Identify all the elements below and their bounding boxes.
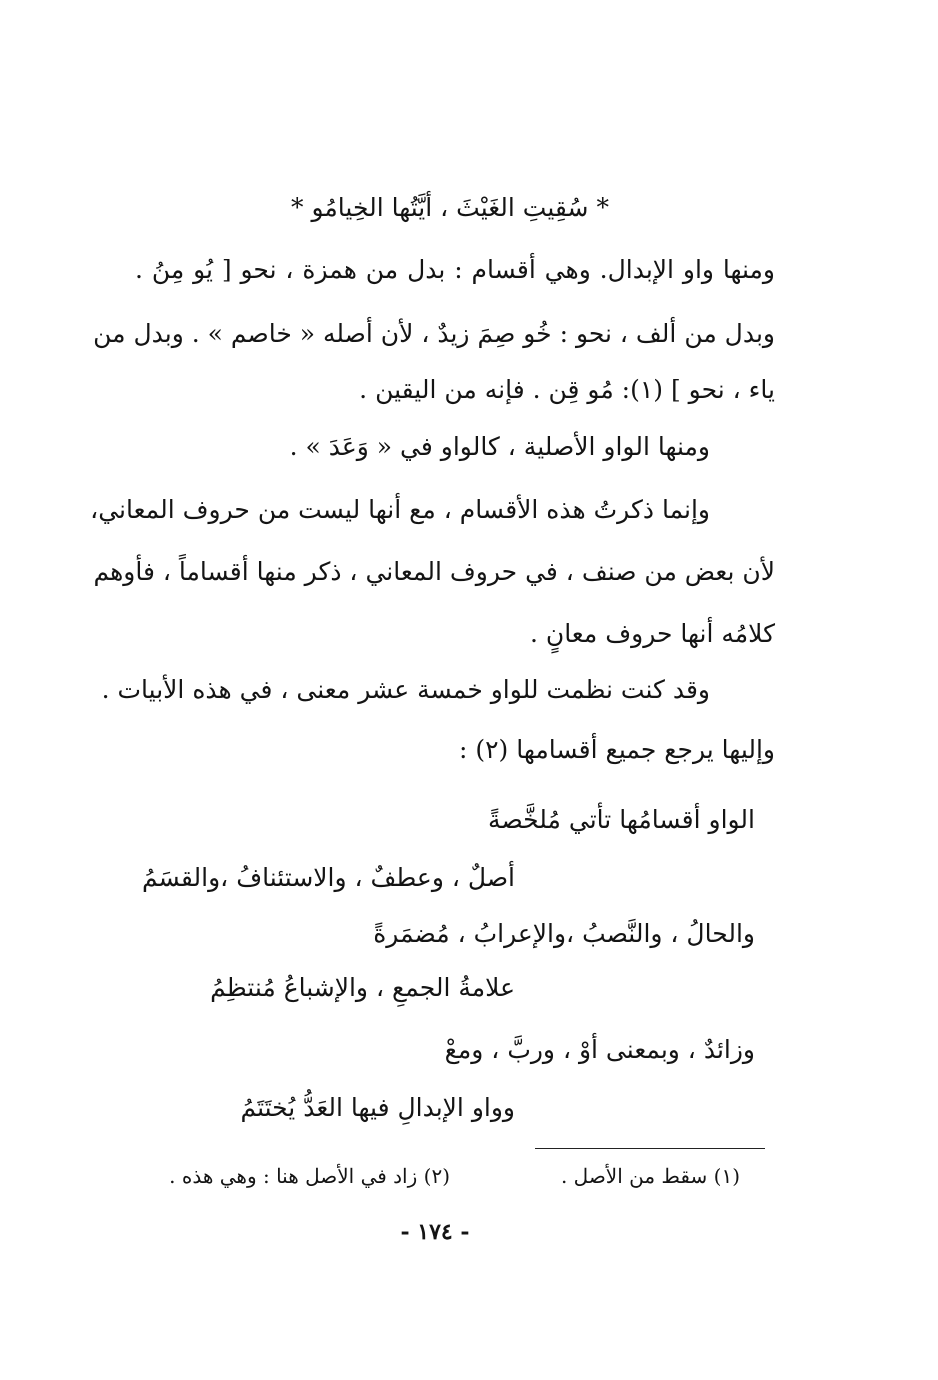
poem-line4: علامةُ الجمعِ ، والإشباعُ مُنتظِمُ [210,973,515,1002]
paragraph1-line2: وبدل من ألف ، نحو : خُو صِمَ زيدٌ ، لأن أصله « خاصم » . وبدل من [93,319,775,348]
paragraph3-line1: وإنما ذكرتُ هذه الأقسام ، مع أنها ليست من حروف المعاني، [90,495,710,524]
footnote-rule [535,1148,765,1149]
poem-line1: الواو أقسامُها تأتي مُلخَّصةً [488,805,755,834]
paragraph1-line3: ياء ، نحو ] (١): مُو قِن . فإنه من اليقين . [359,375,775,404]
paragraph3-line2: لأن بعض من صنف ، في حروف المعاني ، ذكر منها أقساماً ، فأوهم [93,557,775,586]
paragraph4-line2: وإليها يرجع جميع أقسامها (٢) : [458,735,775,764]
paragraph2: ومنها الواو الأصلية ، كالواو في « وَعَدَ » . [289,432,710,461]
verse-quote: * سُقِيتِ الغَيْثَ ، أيَّتُها الخِيامُو * [291,193,609,222]
poem-line2: أصلٌ ، وعطفٌ ، والاستئنافُ ،والقسَمُ [141,863,515,892]
paragraph4-line1: وقد كنت نظمت للواو خمسة عشر معنى ، في هذه الأبيات . [101,675,710,704]
footnote-2: (٢) زاد في الأصل هنا : وهي هذه . [169,1164,450,1188]
footnote-1: (١) سقط من الأصل . [560,1164,740,1188]
paragraph3-line3: كلامُه أنها حروف معانٍ . [529,619,775,648]
poem-line3: والحالُ ، والنَّصبُ ،والإعرابُ ، مُضمَرةً [373,919,755,948]
poem-line6: وواو الإبدالِ فيها العَدُّ يُختَتَمُ [240,1093,515,1122]
paragraph1-line1: ومنها واو الإبدال. وهي أقسام : بدل من همزة ، نحو [ يُو مِنُ . [135,255,775,284]
poem-line5: وزائدٌ ، وبمعنى أوْ ، وربَّ ، ومعْ [444,1035,755,1064]
page-number: - ١٧٤ - [400,1219,470,1245]
